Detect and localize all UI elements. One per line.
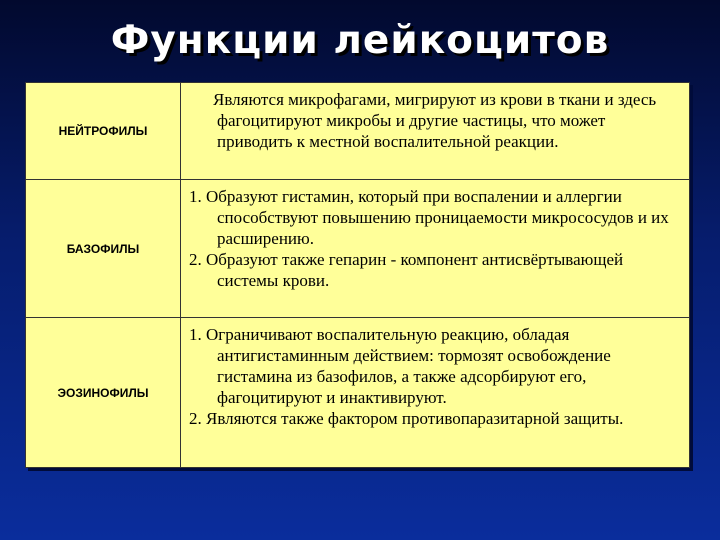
cell-desc-neutrophils — [181, 83, 690, 180]
cell-name-basophils: БАЗОФИЛЫ — [26, 180, 181, 318]
cell-desc-eosinophils — [181, 318, 690, 468]
desc-item: 2. Образуют также гепарин - компонент антисвёртывающей системы крови. — [189, 250, 624, 290]
cell-desc-basophils — [181, 180, 690, 318]
cell-name-neutrophils: НЕЙТРОФИЛЫ — [26, 83, 181, 180]
cell-name-eosinophils: ЭОЗИНОФИЛЫ — [26, 318, 181, 468]
desc-item: Являются микрофагами, мигрируют из крови в ткани и здесь фагоцитируют микробы и другие частицы, что может приводить к местной воспалительной реакции. — [213, 90, 657, 151]
slide-title: Функции лейкоцитов — [110, 18, 610, 63]
table-row-neutrophils — [26, 83, 690, 180]
table-row-eosinophils — [26, 318, 690, 468]
desc-item: 2. Являются также фактором противопаразитарной защиты. — [189, 409, 624, 428]
leukocyte-functions-table — [25, 82, 690, 468]
table-row-basophils — [26, 180, 690, 318]
desc-item: 1. Образуют гистамин, который при воспалении и аллергии способствуют повышению проницаемости микрососудов и их расширению. — [189, 187, 669, 248]
desc-item: 1. Ограничивают воспалительную реакцию, обладая антигистаминным действием: тормозят освобождение гистамина из базофилов, а также адсорбируют его, фагоцитируют и инактивируют. — [189, 325, 611, 407]
